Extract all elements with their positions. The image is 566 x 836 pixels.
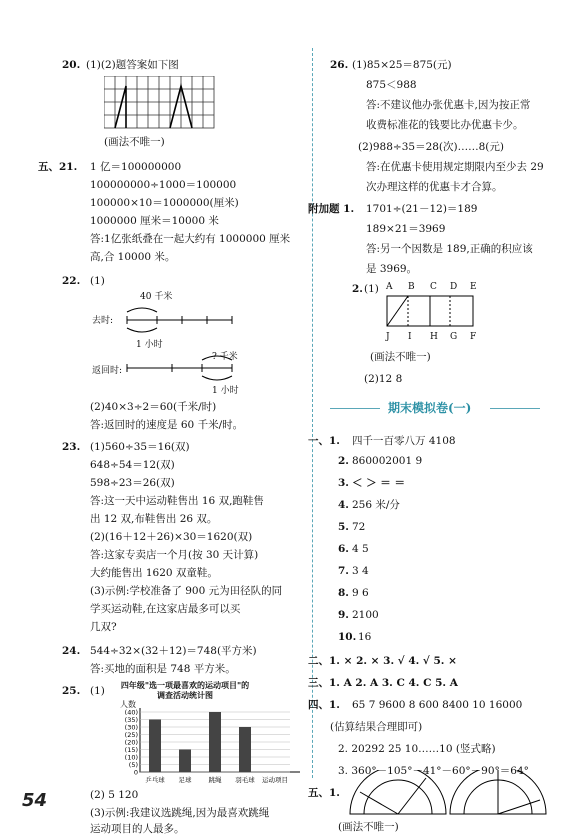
q2-letter-B: B <box>408 282 415 292</box>
q25-line-1: (2) 5 120 <box>90 789 139 801</box>
chart-bar <box>209 712 221 772</box>
q26-line-2: 875＜988 <box>366 79 417 91</box>
section-line-right <box>490 408 540 409</box>
q2-letter-G: G <box>450 332 458 342</box>
s1-item6-text: 4 5 <box>352 543 369 555</box>
chart-ytick-label: (40) <box>124 708 138 717</box>
q25-line-2: (3)示例:我建议选跳绳,因为最喜欢跳绳 <box>90 807 270 819</box>
q21-line-5: 答:1亿张纸叠在一起大约有 1000000 厘米 <box>90 233 291 245</box>
q22-go-label: 去时: <box>92 316 114 326</box>
protractor-figure <box>330 770 560 820</box>
s1-item10-num: 10. <box>338 631 357 643</box>
q24-number: 24. <box>62 645 81 657</box>
q23-line-10: 学买运动鞋,在这家店最多可以买 <box>90 603 241 615</box>
chart-bar <box>149 720 161 773</box>
q26-line-3: 答:不建议他办张优惠卡,因为按正常 <box>366 99 531 111</box>
s1-item8-num: 8. <box>338 587 349 599</box>
extra-line-2: 189×21＝3969 <box>366 223 446 235</box>
s1-item6-num: 6. <box>338 543 349 555</box>
chart-bar <box>239 727 251 772</box>
q2-number: 2. <box>352 283 363 295</box>
q25-part1: (1) <box>90 685 105 697</box>
s1-item5-num: 5. <box>338 521 349 533</box>
chart-bar <box>179 750 191 773</box>
column-divider <box>312 48 313 778</box>
q23-line-7: 答:这家专卖店一个月(按 30 天计算) <box>90 549 259 561</box>
s1-number: 一、1. <box>308 435 340 447</box>
chart-ytick-label: 0 <box>133 768 138 777</box>
q2-letter-A: A <box>386 282 393 292</box>
s1-item4-text: 256 米/分 <box>352 499 400 511</box>
q23-line-6: (2)(16＋12＋26)×30＝1620(双) <box>90 531 253 543</box>
q21-line-6: 高,合 10000 米。 <box>90 251 176 263</box>
s1-item2-text: 860002001 9 <box>352 455 423 467</box>
q2-note: (画法不唯一) <box>370 351 431 363</box>
q23-line-8: 大约能售出 1620 双童鞋。 <box>90 567 218 579</box>
chart-ytick-label: (10) <box>124 753 138 762</box>
chart-ytick-label: (25) <box>124 731 138 739</box>
q22-back-label: 返回时: <box>92 366 123 376</box>
q23-line-3: 598÷23＝26(双) <box>90 477 175 489</box>
q20-note: (画法不唯一) <box>104 136 165 148</box>
s4-line3: 3. 360°－105°－41°－60°－90°＝64° <box>338 765 529 777</box>
q24-line-2: 答:买地的面积是 748 平方米。 <box>90 663 236 675</box>
s1-item3-text: ＜ ＞ ＝ ＝ <box>352 477 405 489</box>
q25-number: 25. <box>62 685 81 697</box>
s4-line2: 2. 20292 25 10……10 (竖式略) <box>338 743 496 755</box>
q25-line-3: 运动项目的人最多。 <box>90 823 185 835</box>
s4-text: 65 7 9600 8 600 8400 10 16000 <box>352 699 523 711</box>
extra-line-1: 1701÷(21－12)＝189 <box>366 203 478 215</box>
q21-number: 五、21. <box>38 161 78 173</box>
chart-ytick-label: (5) <box>128 761 138 769</box>
page-number: 54 <box>22 790 48 811</box>
q23-number: 23. <box>62 441 81 453</box>
s5-note: (画法不唯一) <box>338 821 399 833</box>
q21-line-4: 1000000 厘米＝10000 米 <box>90 215 219 227</box>
chart-ytick-label: (30) <box>124 723 138 732</box>
s1-item5-text: 72 <box>352 521 366 533</box>
s4-note: (估算结果合理即可) <box>330 721 423 733</box>
q22-top-label: 40 千米 <box>140 292 173 302</box>
q24-line-1: 544÷32×(32＋12)＝748(平方米) <box>90 645 257 657</box>
right-column <box>308 48 560 833</box>
extra-number: 附加题 1. <box>308 203 355 215</box>
q20-number: 20. <box>62 59 81 71</box>
s2-line: 二、1. × 2. × 3. √ 4. √ 5. × <box>308 655 457 667</box>
s1-item8-text: 9 6 <box>352 587 369 599</box>
q23-line-4: 答:这一天中运动鞋售出 16 双,跑鞋售 <box>90 495 264 507</box>
q23-line-5: 出 12 双,布鞋售出 26 双。 <box>90 513 218 525</box>
q26-line-6: 答:在优惠卡使用规定期限内至少去 29 <box>366 161 544 173</box>
q20-grid-figure <box>104 76 216 130</box>
section-title: 期末模拟卷(一) <box>388 401 472 415</box>
q23-line-11: 几双? <box>90 621 117 633</box>
q21-line-3: 100000×10＝1000000(厘米) <box>90 197 239 209</box>
q22-number: 22. <box>62 275 81 287</box>
s1-item9-text: 2100 <box>352 609 379 621</box>
q20-text: (1)(2)题答案如下图 <box>86 59 179 71</box>
s1-item3-num: 3. <box>338 477 349 489</box>
chart-ytick-label: (20) <box>124 738 138 747</box>
q2-letter-E: E <box>470 282 477 292</box>
q22-part1: (1) <box>90 275 105 287</box>
q22-go-unit: 1 小时 <box>136 340 163 350</box>
chart-category-label: 乒乓球 <box>145 776 165 784</box>
q2-letter-C: C <box>430 282 437 292</box>
q26-line-7: 次办理这样的优惠卡才合算。 <box>366 181 503 193</box>
q21-line-2: 100000000÷1000＝100000 <box>90 179 237 191</box>
q21-line-1: 1 亿＝100000000 <box>90 161 182 173</box>
chart-category-label: 运动项目 <box>262 776 288 784</box>
s4-number: 四、1. <box>308 699 340 711</box>
q22-line-1: (2)40×3÷2＝60(千米/时) <box>90 401 217 413</box>
q2-letter-J: J <box>386 332 390 342</box>
s1-item2-num: 2. <box>338 455 349 467</box>
bar-chart <box>114 706 304 786</box>
q26-line-4: 收费标准花的钱要比办优惠卡少。 <box>366 119 524 131</box>
chart-title: 四年级"选一项最喜欢的运动项目"的调查活动统计图 <box>120 680 250 700</box>
q23-line-9: (3)示例:学校准备了 900 元为田径队的同 <box>90 585 283 597</box>
s1-item4-num: 4. <box>338 499 349 511</box>
q23-line-1: (1)560÷35＝16(双) <box>90 441 190 453</box>
q22-back-unit: 1 小时 <box>212 386 239 396</box>
extra-line-3: 答:另一个因数是 189,正确的积应该 <box>366 243 533 255</box>
q2-part1: (1) <box>364 283 379 295</box>
s5-number: 五、1. <box>308 787 340 799</box>
q26-number: 26. <box>330 59 349 71</box>
q2-letter-H: H <box>430 332 438 342</box>
q22-back-top: ? 千米 <box>212 352 238 362</box>
q23-line-2: 648÷54＝12(双) <box>90 459 175 471</box>
s1-text: 四千一百零八万 4108 <box>352 435 456 447</box>
chart-category-label: 足球 <box>178 776 192 784</box>
q26-line-5: (2)988÷35＝28(次)……8(元) <box>358 141 505 153</box>
s1-item7-num: 7. <box>338 565 349 577</box>
chart-category-label: 羽毛球 <box>235 776 255 784</box>
extra-line-4: 是 3969。 <box>366 263 418 275</box>
s3-line: 三、1. A 2. A 3. C 4. C 5. A <box>308 677 458 689</box>
section-line-left <box>330 408 380 409</box>
s1-item7-text: 3 4 <box>352 565 369 577</box>
s1-item10-text: 16 <box>358 631 372 643</box>
left-column <box>38 48 312 835</box>
q2-letter-D: D <box>450 282 458 292</box>
q2-rectangle-figure <box>384 294 484 330</box>
chart-ylabel: 人数 <box>120 700 136 709</box>
q26-line-1: (1)85×25＝875(元) <box>352 59 452 71</box>
q2-letter-F: F <box>470 332 477 342</box>
chart-ytick-label: (15) <box>124 746 138 754</box>
chart-category-label: 跳绳 <box>208 776 222 784</box>
s1-item9-num: 9. <box>338 609 349 621</box>
q22-line-2: 答:返回时的速度是 60 千米/时。 <box>90 419 244 431</box>
q2-letter-I: I <box>408 332 412 342</box>
chart-ytick-label: (35) <box>124 716 138 724</box>
q2-part2: (2)12 8 <box>364 373 403 385</box>
